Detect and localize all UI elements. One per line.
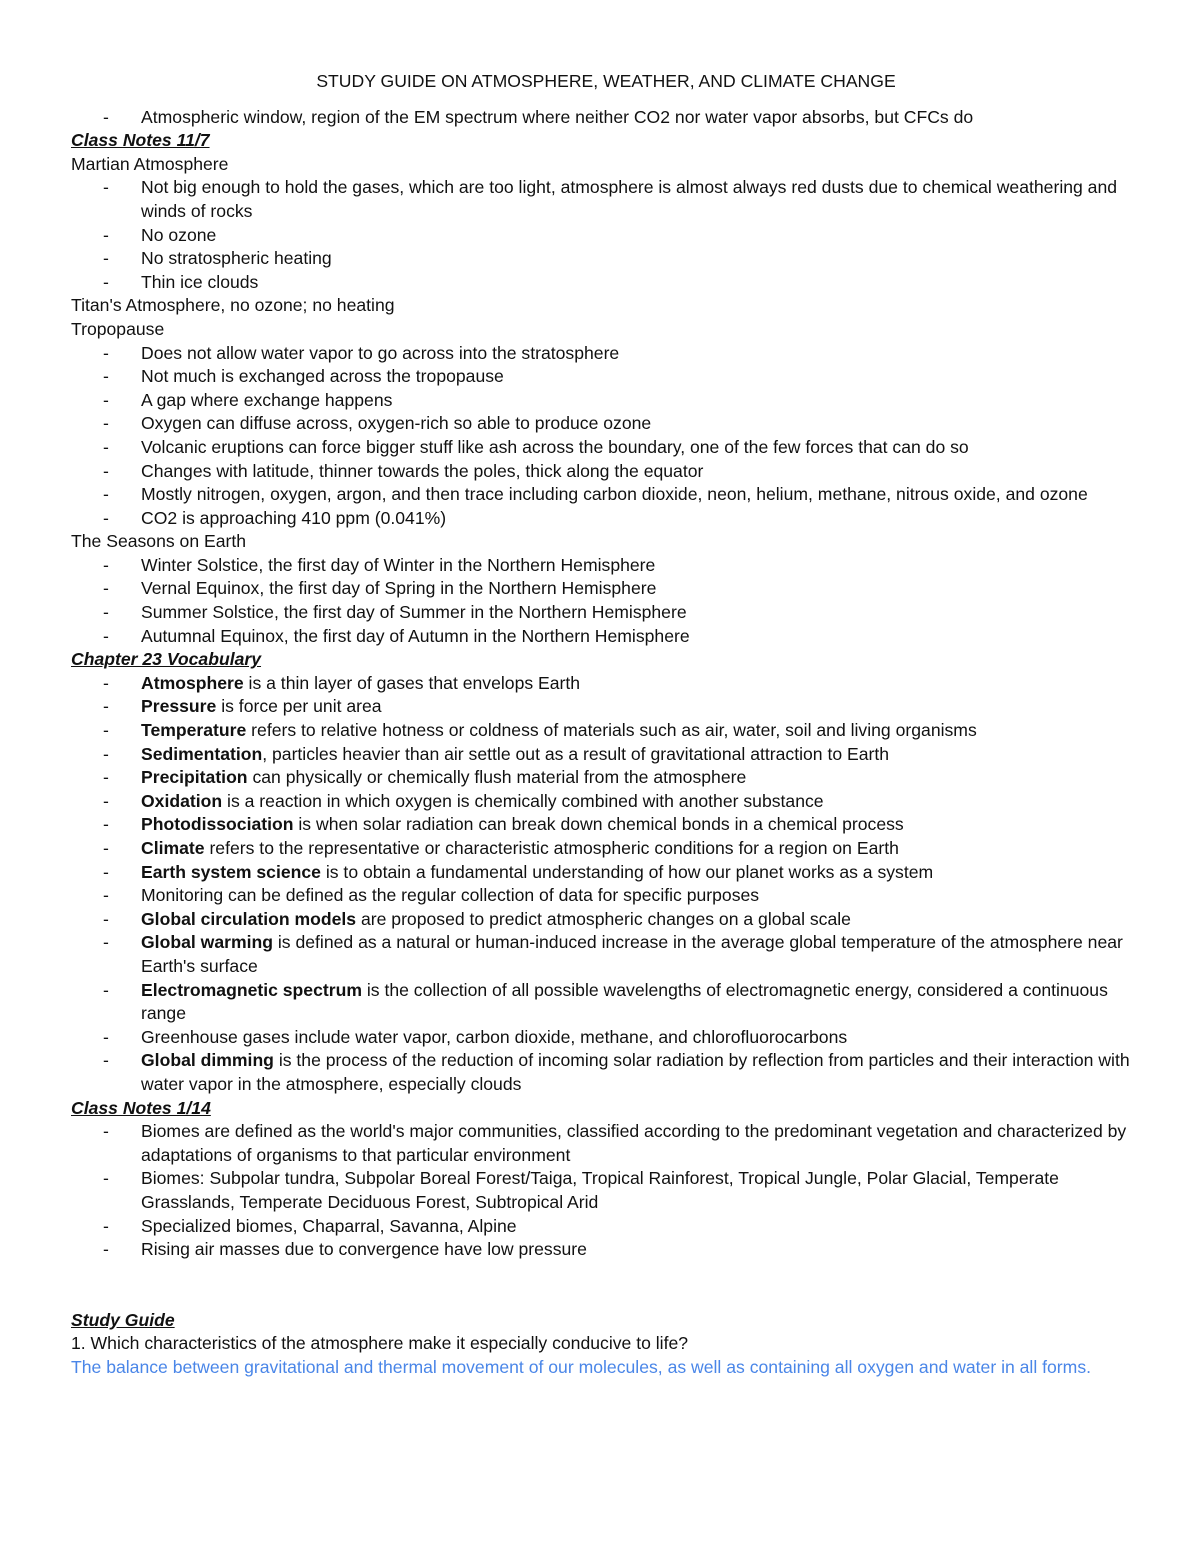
- list-item: [71, 554, 1141, 578]
- list-item: [71, 271, 1141, 295]
- seasons-list: [71, 554, 1141, 648]
- list-item: [71, 601, 1141, 625]
- vocab-term: Photodissociation: [141, 814, 294, 835]
- vocab-term: Oxidation: [141, 790, 223, 811]
- item-text: are proposed to predict atmospheric changes on a global scale: [356, 908, 851, 929]
- vocab-term: Global warming: [141, 932, 273, 953]
- item-text: Thin ice clouds: [141, 271, 259, 292]
- study-answer-1: The balance between gravitational and thermal movement of our molecules, as well as containing all oxygen and water in all forms.: [71, 1356, 1092, 1377]
- biomes-list: [71, 1120, 1141, 1262]
- vocabulary-list: [71, 672, 1141, 1097]
- list-item: [71, 1049, 1141, 1096]
- list-item: [71, 1167, 1141, 1214]
- item-text: Volcanic eruptions can force bigger stuff like ash across the boundary, one of the few forces that can do so: [141, 436, 969, 457]
- list-item: [71, 106, 1141, 130]
- list-item: [71, 861, 1141, 885]
- list-item: [71, 1026, 1141, 1050]
- item-text: No ozone: [141, 224, 217, 245]
- item-text: Autumnal Equinox, the first day of Autumn in the Northern Hemisphere: [141, 625, 690, 646]
- item-text: Does not allow water vapor to go across into the stratosphere: [141, 342, 620, 363]
- item-text: CO2 is approaching 410 ppm (0.041%): [141, 507, 447, 528]
- list-item: [71, 979, 1141, 1026]
- list-item: [71, 813, 1141, 837]
- list-item: [71, 672, 1141, 696]
- list-item: [71, 719, 1141, 743]
- list-item: [71, 625, 1141, 649]
- list-item: [71, 1120, 1141, 1167]
- list-item: [71, 483, 1141, 507]
- section-heading-class-notes-1-14: Class Notes 1/14: [71, 1097, 211, 1118]
- intro-list: [71, 106, 1141, 130]
- list-item: [71, 695, 1141, 719]
- subheading-titan-atmosphere: Titan's Atmosphere, no ozone; no heating: [71, 295, 395, 316]
- list-item: [71, 460, 1141, 484]
- item-text: Biomes: Subpolar tundra, Subpolar Boreal Forest/Taiga, Tropical Rainforest, Tropical Jungle, Polar Glacial, Temperate Grasslands, Temperate Deciduous Forest, Subtropical Arid: [141, 1168, 1059, 1212]
- item-text: is when solar radiation can break down chemical bonds in a chemical process: [293, 814, 904, 835]
- vocab-term: Earth system science: [141, 861, 321, 882]
- list-item: [71, 766, 1141, 790]
- list-item: [71, 176, 1141, 223]
- list-item: [71, 1215, 1141, 1239]
- subheading-seasons: The Seasons on Earth: [71, 531, 247, 552]
- list-item: [71, 365, 1141, 389]
- blank-space: [71, 1262, 1141, 1309]
- item-text: Specialized biomes, Chaparral, Savanna, Alpine: [141, 1215, 517, 1236]
- item-text: is the process of the reduction of incoming solar radiation by reflection from particles and their interaction with water vapor in the atmosphere, especially clouds: [141, 1050, 1130, 1094]
- item-text: Rising air masses due to convergence have low pressure: [141, 1239, 587, 1260]
- item-text: Monitoring can be defined as the regular collection of data for specific purposes: [141, 885, 760, 906]
- item-text: is a thin layer of gases that envelops Earth: [243, 672, 581, 693]
- list-item: [71, 247, 1141, 271]
- study-question-1: 1. Which characteristics of the atmosphere make it especially conducive to life?: [71, 1333, 689, 1354]
- vocab-term: Climate: [141, 838, 205, 858]
- item-text: refers to relative hotness or coldness of materials such as air, water, soil and living organisms: [246, 720, 977, 741]
- list-item: [71, 224, 1141, 248]
- vocab-term: Sedimentation: [141, 743, 263, 764]
- list-item: [71, 837, 1141, 861]
- item-text: is to obtain a fundamental understanding of how our planet works as a system: [320, 861, 934, 882]
- item-text: Not big enough to hold the gases, which are too light, atmosphere is almost always red dusts due to chemical weathering and winds of rocks: [141, 177, 1118, 221]
- section-heading-class-notes-11-7: Class Notes 11/7: [71, 130, 210, 151]
- item-text: Atmospheric window, region of the EM spectrum where neither CO2 nor water vapor absorbs, but CFCs do: [141, 106, 974, 127]
- list-item: [71, 577, 1141, 601]
- list-item: [71, 436, 1141, 460]
- document-page: [71, 70, 1141, 1379]
- vocab-term: Electromagnetic spectrum: [141, 979, 362, 1000]
- tropopause-list: [71, 342, 1141, 531]
- list-item: [71, 412, 1141, 436]
- section-heading-chapter-23-vocabulary: Chapter 23 Vocabulary: [71, 649, 262, 670]
- vocab-term: Global circulation models: [141, 908, 357, 929]
- item-text: refers to the representative or characteristic atmospheric conditions for a region on Earth: [204, 838, 899, 858]
- vocab-term: Precipitation: [141, 767, 248, 788]
- item-text: No stratospheric heating: [141, 248, 332, 269]
- section-heading-study-guide: Study Guide: [71, 1309, 175, 1330]
- list-item: [71, 1238, 1141, 1262]
- list-item: [71, 507, 1141, 531]
- item-text: Oxygen can diffuse across, oxygen-rich so able to produce ozone: [141, 413, 652, 434]
- vocab-term: Global dimming: [141, 1050, 274, 1071]
- list-item: [71, 743, 1141, 767]
- list-item: [71, 389, 1141, 413]
- subheading-martian-atmosphere: Martian Atmosphere: [71, 153, 229, 174]
- vocab-term: Temperature: [141, 720, 247, 741]
- item-text: Not much is exchanged across the tropopause: [141, 366, 504, 387]
- subheading-tropopause: Tropopause: [71, 318, 165, 339]
- item-text: , particles heavier than air settle out as a result of gravitational attraction to Earth: [262, 743, 890, 764]
- item-text: A gap where exchange happens: [141, 389, 393, 410]
- item-text: Mostly nitrogen, oxygen, argon, and then trace including carbon dioxide, neon, helium, methane, nitrous oxide, and ozone: [141, 484, 1088, 505]
- vocab-term: Pressure: [141, 696, 217, 717]
- martian-list: [71, 176, 1141, 294]
- list-item: [71, 908, 1141, 932]
- item-text: Winter Solstice, the first day of Winter in the Northern Hemisphere: [141, 554, 656, 575]
- item-text: can physically or chemically flush material from the atmosphere: [247, 767, 747, 788]
- item-text: Summer Solstice, the first day of Summer in the Northern Hemisphere: [141, 602, 687, 623]
- vocab-term: Atmosphere: [141, 672, 244, 693]
- item-text: is a reaction in which oxygen is chemically combined with another substance: [222, 790, 824, 811]
- list-item: [71, 342, 1141, 366]
- item-text: Vernal Equinox, the first day of Spring in the Northern Hemisphere: [141, 578, 657, 599]
- list-item: [71, 884, 1141, 908]
- item-text: Greenhouse gases include water vapor, carbon dioxide, methane, and chlorofluorocarbons: [141, 1026, 848, 1047]
- list-item: [71, 790, 1141, 814]
- item-text: Changes with latitude, thinner towards the poles, thick along the equator: [141, 460, 704, 481]
- item-text: Biomes are defined as the world's major communities, classified according to the predominant vegetation and characterized by adaptations of organisms to that particular environment: [141, 1121, 1127, 1165]
- item-text: is defined as a natural or human-induced increase in the average global temperature of the atmosphere near Earth's surface: [141, 932, 1123, 976]
- item-text: is the collection of all possible wavelengths of electromagnetic energy, considered a continuous range: [141, 979, 1108, 1024]
- document-title: STUDY GUIDE ON ATMOSPHERE, WEATHER, AND CLIMATE CHANGE: [316, 71, 896, 91]
- list-item: [71, 931, 1141, 978]
- item-text: is force per unit area: [216, 696, 382, 717]
